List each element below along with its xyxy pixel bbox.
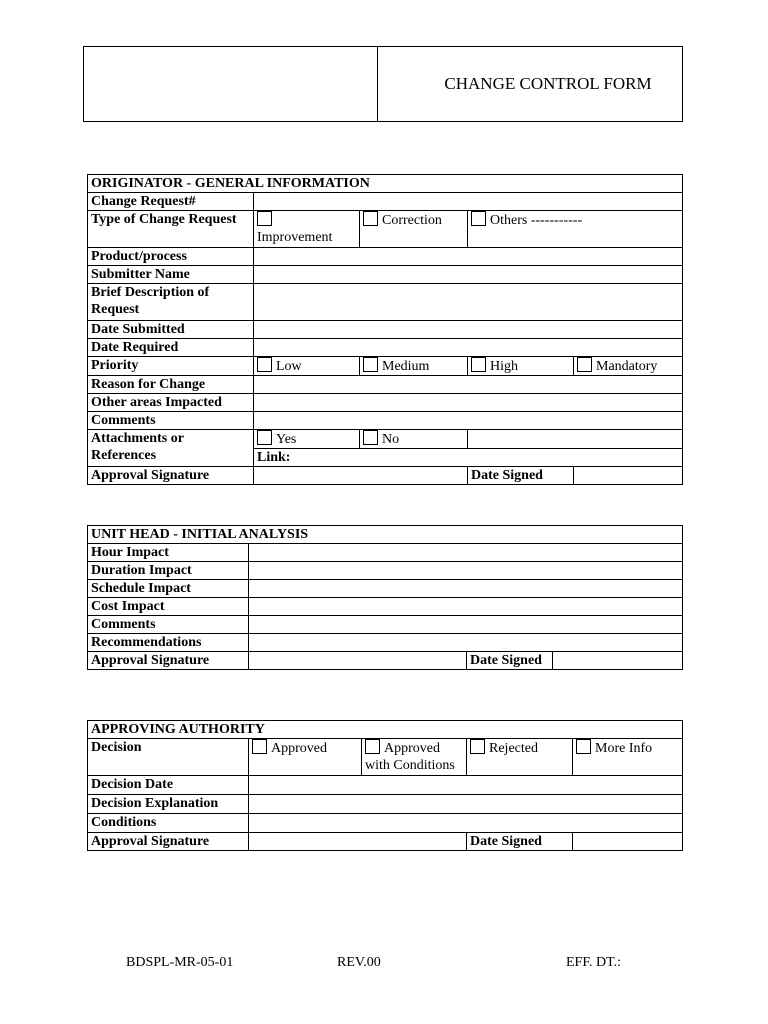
decision-option-approved-with-conditions[interactable] — [362, 739, 467, 776]
section-title: UNIT HEAD - INITIAL ANALYSIS — [88, 526, 683, 544]
duration-impact-field[interactable] — [249, 562, 683, 580]
decision-explanation-field[interactable] — [249, 795, 683, 814]
duration-impact-label: Duration Impact — [88, 562, 249, 580]
change-request-field[interactable] — [254, 193, 683, 211]
priority-option-low[interactable] — [254, 357, 360, 376]
form-title: CHANGE CONTROL FORM — [444, 74, 652, 93]
option-label: Approved — [271, 741, 327, 756]
date-signed-field[interactable] — [553, 652, 683, 670]
checkbox-icon[interactable] — [365, 739, 380, 754]
checkbox-icon[interactable] — [363, 430, 378, 445]
checkbox-icon[interactable] — [363, 211, 378, 226]
date-signed-field[interactable] — [574, 467, 683, 485]
attachments-label: Attachments or References — [88, 430, 254, 467]
logo-placeholder — [84, 47, 378, 121]
date-submitted-field[interactable] — [254, 321, 683, 339]
date-signed-label: Date Signed — [468, 467, 574, 485]
checkbox-icon[interactable] — [363, 357, 378, 372]
decision-option-more-info[interactable] — [573, 739, 683, 776]
option-label: More Info — [595, 741, 653, 756]
option-label: High — [490, 359, 518, 374]
decision-option-approved[interactable] — [249, 739, 362, 776]
comments-field[interactable] — [249, 616, 683, 634]
date-submitted-label: Date Submitted — [88, 321, 254, 339]
option-label: Mandatory — [596, 359, 658, 374]
comments-label: Comments — [88, 616, 249, 634]
comments-label: Comments — [88, 412, 254, 430]
checkbox-icon[interactable] — [257, 211, 272, 226]
option-label: Yes — [276, 432, 297, 447]
originator-table — [87, 174, 683, 485]
option-label: Others ----------- — [490, 213, 583, 228]
approval-label: Approval Signature — [88, 833, 249, 851]
approval-signature-field[interactable] — [249, 652, 467, 670]
product-field[interactable] — [254, 248, 683, 266]
conditions-field[interactable] — [249, 814, 683, 833]
checkbox-icon[interactable] — [470, 739, 485, 754]
decision-option-rejected[interactable] — [467, 739, 573, 776]
comments-field[interactable] — [254, 412, 683, 430]
submitter-field[interactable] — [254, 266, 683, 284]
decision-date-field[interactable] — [249, 776, 683, 795]
recommendations-field[interactable] — [249, 634, 683, 652]
checkbox-icon[interactable] — [471, 211, 486, 226]
footer-doc-code: BDSPL-MR-05-01 — [126, 955, 234, 970]
decision-date-label: Decision Date — [88, 776, 249, 795]
attachments-blank — [468, 430, 683, 449]
date-required-label: Date Required — [88, 339, 254, 357]
cost-impact-label: Cost Impact — [88, 598, 249, 616]
type-option-improvement[interactable] — [254, 211, 360, 248]
approval-signature-field[interactable] — [249, 833, 467, 851]
recommendations-label: Recommendations — [88, 634, 249, 652]
decision-label: Decision — [88, 739, 249, 776]
attachments-option-no[interactable] — [360, 430, 468, 449]
checkbox-icon[interactable] — [257, 357, 272, 372]
checkbox-icon[interactable] — [577, 357, 592, 372]
type-label: Type of Change Request — [88, 211, 254, 248]
approval-signature-field[interactable] — [254, 467, 468, 485]
other-areas-label: Other areas Impacted — [88, 394, 254, 412]
product-label: Product/process — [88, 248, 254, 266]
brief-field[interactable] — [254, 284, 683, 321]
option-label: Improvement — [257, 230, 333, 245]
link-field[interactable]: Link: — [254, 449, 683, 467]
schedule-impact-field[interactable] — [249, 580, 683, 598]
decision-explanation-label: Decision Explanation — [88, 795, 249, 814]
option-label: Rejected — [489, 741, 538, 756]
cost-impact-field[interactable] — [249, 598, 683, 616]
option-label: Correction — [382, 213, 442, 228]
date-signed-label: Date Signed — [467, 652, 553, 670]
hour-impact-field[interactable] — [249, 544, 683, 562]
option-label: Low — [276, 359, 302, 374]
submitter-label: Submitter Name — [88, 266, 254, 284]
option-label: Medium — [382, 359, 430, 374]
priority-option-mandatory[interactable] — [574, 357, 683, 376]
footer-revision: REV.00 — [337, 955, 381, 970]
conditions-label: Conditions — [88, 814, 249, 833]
type-option-others[interactable] — [468, 211, 683, 248]
checkbox-icon[interactable] — [471, 357, 486, 372]
option-label: Approved with Conditions — [365, 741, 455, 773]
reason-field[interactable] — [254, 376, 683, 394]
type-option-correction[interactable] — [360, 211, 468, 248]
approval-label: Approval Signature — [88, 467, 254, 485]
section-title: ORIGINATOR - GENERAL INFORMATION — [88, 175, 683, 193]
section-title: APPROVING AUTHORITY — [88, 721, 683, 739]
checkbox-icon[interactable] — [252, 739, 267, 754]
checkbox-icon[interactable] — [257, 430, 272, 445]
priority-option-medium[interactable] — [360, 357, 468, 376]
other-areas-field[interactable] — [254, 394, 683, 412]
date-required-field[interactable] — [254, 339, 683, 357]
schedule-impact-label: Schedule Impact — [88, 580, 249, 598]
unit-head-table — [87, 525, 683, 670]
footer-effective-date: EFF. DT.: — [566, 955, 622, 970]
brief-label: Brief Description of Request — [88, 284, 254, 321]
checkbox-icon[interactable] — [576, 739, 591, 754]
reason-label: Reason for Change — [88, 376, 254, 394]
priority-option-high[interactable] — [468, 357, 574, 376]
attachments-option-yes[interactable] — [254, 430, 360, 449]
priority-label: Priority — [88, 357, 254, 376]
option-label: No — [382, 432, 400, 447]
date-signed-field[interactable] — [573, 833, 683, 851]
date-signed-label: Date Signed — [467, 833, 573, 851]
form-header — [83, 46, 683, 122]
approving-authority-table — [87, 720, 683, 851]
approval-label: Approval Signature — [88, 652, 249, 670]
change-request-label: Change Request# — [88, 193, 254, 211]
hour-impact-label: Hour Impact — [88, 544, 249, 562]
